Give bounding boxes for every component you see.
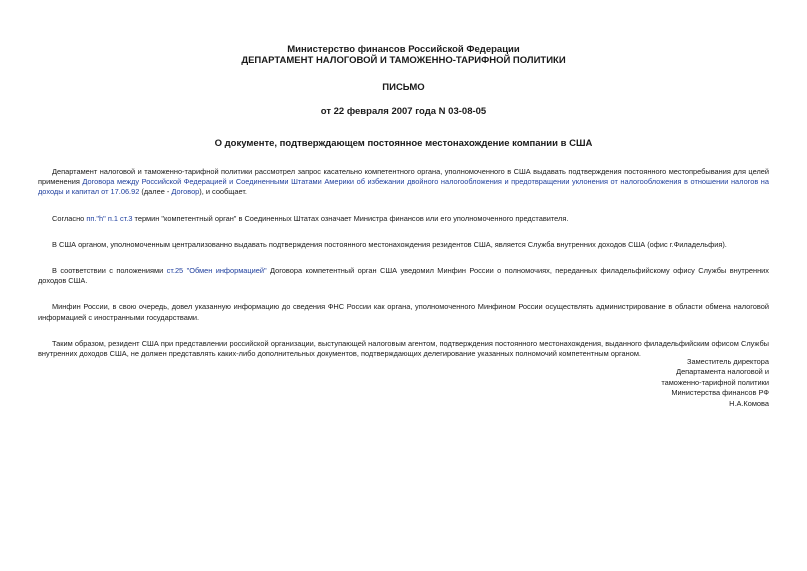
paragraph-text: Таким образом, резидент США при представлении российской организации, выступающей налоговым агентом, подтверждения постоянного местонахождения, выданного филадельфийским офисом Службы внутренних доходов США, не должен представлять каких-либо дополнительных документов, подтверждающих делегирование указанных полномочий компетентным органом. [38, 338, 769, 359]
department-name: ДЕПАРТАМЕНТ НАЛОГОВОЙ И ТАМОЖЕННО-ТАРИФНОЙ ПОЛИТИКИ [241, 55, 566, 66]
signature-department-cont: таможенно-тарифной политики [661, 377, 769, 387]
paragraph-text: Департамент налоговой и таможенно-тарифной политики рассмотрел запрос касательно компетентного органа, уполномоченного в США выдавать подтверждения постоянного местопребывания для целей применения [38, 167, 769, 187]
paragraph-text: В соответствии с положениями [52, 266, 167, 276]
document-title: О документе, подтверждающем постоянное местонахождение компании в США [214, 138, 593, 149]
document-body [38, 44, 769, 375]
letter-text [38, 167, 769, 359]
paragraph-4 [38, 266, 769, 286]
signature-name: Н.А.Комова [729, 398, 769, 408]
document-type: ПИСЬМО [382, 82, 425, 93]
paragraph-text: Согласно [52, 213, 87, 223]
paragraph-text: ), и сообщает. [199, 187, 247, 197]
paragraph-6 [38, 339, 769, 359]
paragraph-1 [38, 167, 769, 198]
signature-block [661, 357, 769, 409]
article-3-link[interactable]: пп."h" п.1 ст.3 [86, 213, 133, 223]
paragraph-text: Договора компетентный орган США уведомил Минфин России о полномочиях, переданных филадельфийскому офису Службы внутренних доходов США. [38, 266, 769, 286]
signature-department: Департамента налоговой и [676, 367, 769, 377]
article-25-link[interactable]: ст.25 "Обмен информацией" [166, 266, 267, 276]
signature-position: Заместитель директора [687, 357, 769, 366]
paragraph-text: (далее - [139, 187, 172, 197]
ministry-name: Министерство финансов Российской Федерации [287, 44, 520, 55]
treaty-short-link[interactable]: Договор [171, 187, 200, 197]
signature-ministry: Министерства финансов РФ [671, 388, 769, 398]
paragraph-text: В США органом, уполномоченным централизованно выдавать подтверждения постоянного местонахождения резидентов США, является Служба внутренних доходов США (офис г.Филадельфия). [52, 239, 727, 249]
treaty-link[interactable]: Договора между Российской Федерацией и Соединенными Штатами Америки об избежании двойного налогообложения и предотвращении уклонения от налогообложения в отношении налогов на доходы и капитал от 17.06.92 [38, 177, 769, 197]
paragraph-text: термин "компетентный орган" в Соединенных Штатах означает Министра финансов или его уполномоченного представителя. [132, 213, 569, 223]
paragraph-2 [38, 214, 769, 224]
paragraph-5 [38, 302, 769, 322]
document-header [38, 44, 769, 66]
paragraph-text: Минфин России, в свою очередь, довел указанную информацию до сведения ФНС России как органа, уполномоченного Минфином России осуществлять администрирование в области обмена налоговой информацией с иностранными государствами. [38, 302, 769, 322]
document-date-number: от 22 февраля 2007 года N 03-08-05 [320, 106, 487, 117]
paragraph-3 [38, 240, 769, 250]
